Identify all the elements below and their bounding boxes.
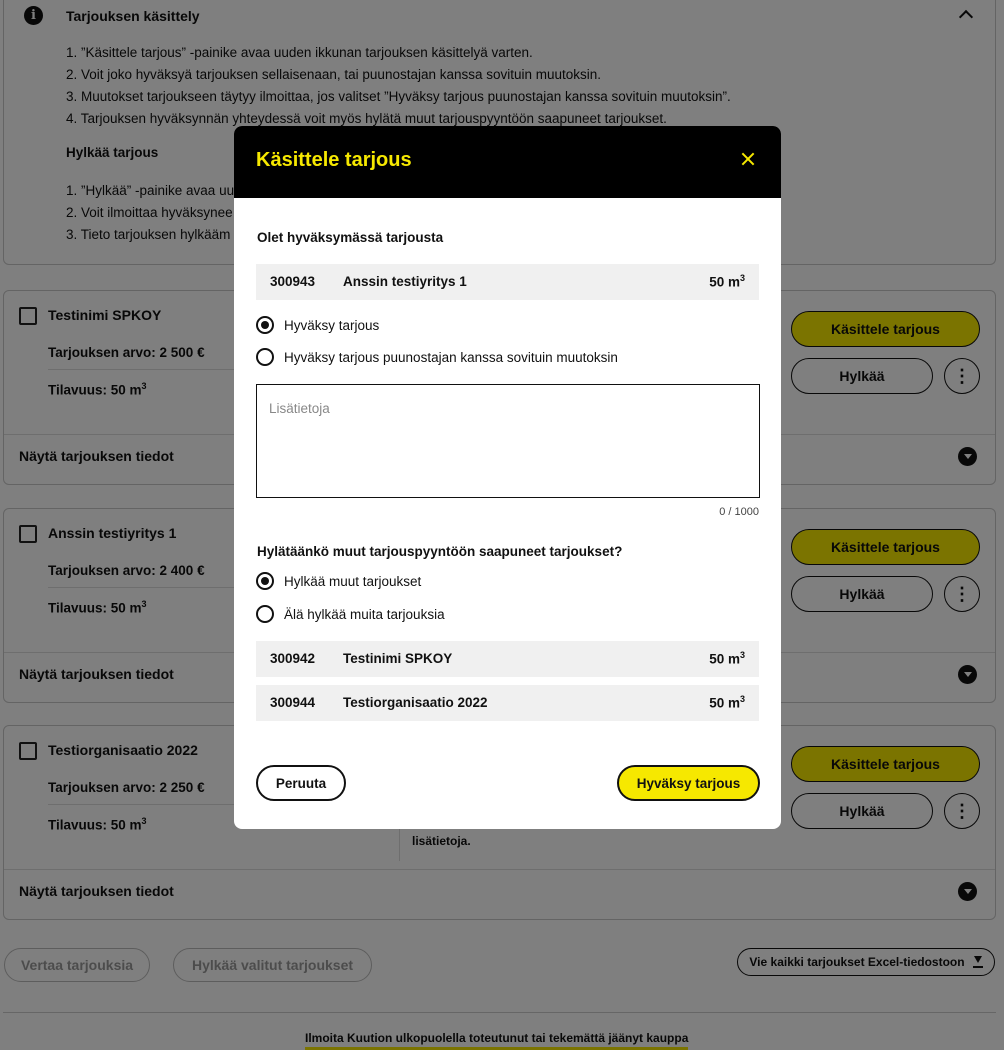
radio-unselected[interactable] xyxy=(256,348,274,366)
offer-quantity: 50 $m^3$ xyxy=(709,694,745,711)
radio-label: Hylkää muut tarjoukset xyxy=(284,573,422,589)
accept-offer-button[interactable]: Hyväksy tarjous xyxy=(617,765,760,801)
offer-quantity: 50 $m^3$ xyxy=(709,273,745,290)
radio-keep-others[interactable] xyxy=(256,605,445,623)
radio-accept[interactable] xyxy=(256,316,379,334)
other-offer-row xyxy=(256,641,759,677)
offer-company: Testiorganisaatio 2022 xyxy=(343,695,488,710)
offer-company: Testinimi SPKOY xyxy=(343,651,453,666)
reject-others-question: Hylätäänkö muut tarjouspyyntöön saapuneet tarjoukset? xyxy=(257,544,623,559)
radio-reject-others[interactable] xyxy=(256,572,421,590)
additional-info-textarea[interactable] xyxy=(256,384,760,498)
radio-selected[interactable] xyxy=(256,572,274,590)
offer-id: 300944 xyxy=(270,695,316,710)
offer-quantity: 50 $m^3$ xyxy=(709,650,745,667)
char-counter: 0 / 1000 xyxy=(719,506,759,518)
other-offer-row xyxy=(256,685,759,721)
radio-accept-with-changes[interactable] xyxy=(256,348,618,366)
radio-unselected[interactable] xyxy=(256,605,274,623)
dialog-header xyxy=(234,126,781,198)
accepting-label: Olet hyväksymässä tarjousta xyxy=(257,230,444,245)
radio-selected[interactable] xyxy=(256,316,274,334)
radio-label: Älä hylkää muita tarjouksia xyxy=(284,606,445,622)
dialog-title: Käsittele tarjous xyxy=(256,149,412,171)
radio-label: Hyväksy tarjous xyxy=(284,317,380,333)
radio-label: Hyväksy tarjous puunostajan kanssa sovituin muutoksin xyxy=(284,349,618,365)
handle-offer-dialog xyxy=(234,126,781,829)
offer-id: 300942 xyxy=(270,651,316,666)
cancel-button[interactable]: Peruuta xyxy=(256,765,346,801)
offer-id: 300943 xyxy=(270,274,316,289)
offer-company: Anssin testiyritys 1 xyxy=(343,274,467,289)
accepting-offer-row xyxy=(256,264,759,300)
close-icon[interactable] xyxy=(739,150,757,168)
